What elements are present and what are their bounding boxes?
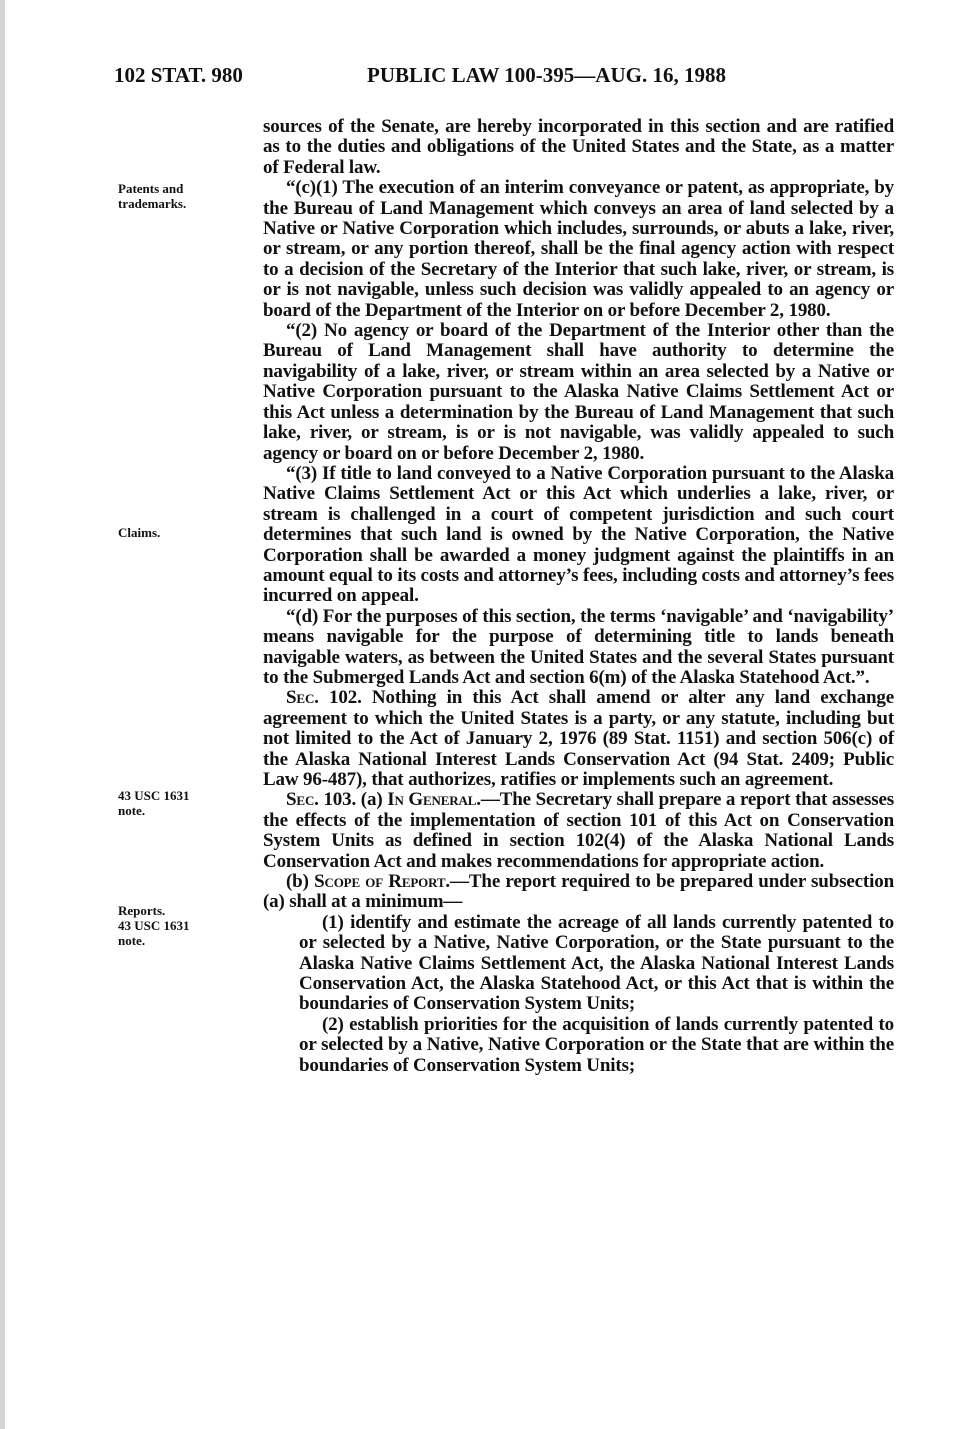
page-title: PUBLIC LAW 100-395—AUG. 16, 1988	[367, 63, 726, 87]
subsection-a-heading: In General.	[387, 789, 481, 811]
list-item-1: (1) identify and estimate the acreage of all lands currently patented to or selected by a Native, Native Corporation, or the State pursuant to the Alaska Native Claims Settlement Act, the Alaska National Interest Lands Conservation Act, the Alaska Statehood Act, or this Act that is within the boundaries of Conservation System Units;	[299, 911, 894, 1015]
margin-note-claims	[118, 525, 236, 540]
section-103-a	[263, 790, 894, 872]
margin-note-line: note.	[118, 803, 146, 818]
paragraph-c1: “(c)(1) The execution of an interim conveyance or patent, as appropriate, by the Bureau of Land Management which conveys an area of land selected by a Native or Native Corporation which includes, surrounds, or abuts a lake, river, or stream, or any portion thereof, shall be the final agency action with respect to a decision of the Secretary of the Interior that such lake, river, or stream, is or is not navigable, unless such decision was validly appealed to an agency or board of the Department of the Interior on or before December 2, 1980.	[263, 177, 894, 321]
scan-left-edge	[0, 0, 5, 1429]
margin-note-line: 43 USC 1631	[118, 918, 190, 933]
paragraph-d: “(d) For the purposes of this section, the terms ‘navigable’ and ‘navigability’ means navigable for the purpose of determining title to lands beneath navigable waters, as between the United States and the several States pursuant to the Submerged Lands Act and section 6(m) of the Alaska Statehood Act.”.	[263, 605, 894, 688]
margin-note-usc	[118, 788, 236, 818]
subsection-a-text: —The Secretary shall prepare a report that assesses the effects of the implementation of section 101 of this Act on Conservation System Units as defined in section 102(4) of the Alaska National Lands Conservation Act and makes recommendations for appropriate action.	[263, 789, 894, 872]
statute-body	[263, 117, 894, 1076]
section-102	[263, 688, 894, 790]
subsection-b-text: —The report required to be prepared under subsection (a) shall at a minimum—	[263, 871, 894, 913]
section-102-label: Sec. 102.	[286, 687, 362, 709]
margin-note-line: Reports.	[118, 903, 166, 918]
page-reference: 102 STAT. 980	[114, 63, 243, 87]
margin-note-line: Claims.	[118, 525, 161, 540]
margin-note-reports	[118, 903, 236, 948]
paragraph-c2: “(2) No agency or board of the Department of the Interior other than the Bureau of Land Management shall have authority to determine the navigability of a lake, river, or stream within an area selected by a Native or Native Corporation pursuant to the Alaska Native Claims Settlement Act or this Act unless a determination by the Bureau of Land Management that such lake, river, or stream, is or is not navigable, was validly appealed to such agency or board on or before December 2, 1980.	[263, 320, 894, 464]
margin-note-line: 43 USC 1631	[118, 788, 190, 803]
margin-note-line: trademarks.	[118, 196, 187, 211]
margin-note-patents	[118, 181, 236, 211]
list-item-2: (2) establish priorities for the acquisition of lands currently patented to or selected by a Native, Native Corporation or the State that are within the boundaries of Conservation System Units;	[299, 1013, 894, 1076]
margin-note-line: note.	[118, 933, 146, 948]
paragraph-c3: “(3) If title to land conveyed to a Native Corporation pursuant to the Alaska Native Claims Settlement Act or this Act which underlies a lake, river, or stream is challenged in a court of competent jurisdiction and such court determines that such land is owned by the Native Corporation, the Native Corporation shall be awarded a money judgment against the plaintiffs in an amount equal to its costs and attorney’s fees, including costs and attorney’s fees incurred on appeal.	[263, 462, 894, 607]
subsection-b-label: (b)	[286, 871, 309, 893]
section-102-text: Nothing in this Act shall amend or alter any land exchange agreement to which the United States is a party, or any statute, including but not limited to the Act of January 2, 1976 (89 Stat. 1151) and section 506(c) of the Alaska National Interest Lands Conservation Act (94 Stat. 2409; Public Law 96-487), that authorizes, ratifies or implements such an agreement.	[263, 687, 894, 790]
margin-note-line: Patents and	[118, 181, 184, 196]
subsection-a-label: (a)	[360, 789, 383, 811]
paragraph-sources: sources of the Senate, are hereby incorporated in this section and are ratified as to the duties and obligations of the United States and the State, as a matter of Federal law.	[263, 116, 894, 178]
subsection-b-heading: Scope of Report.	[314, 871, 451, 893]
section-103-label: Sec. 103.	[286, 789, 357, 811]
section-103-b	[263, 872, 894, 913]
